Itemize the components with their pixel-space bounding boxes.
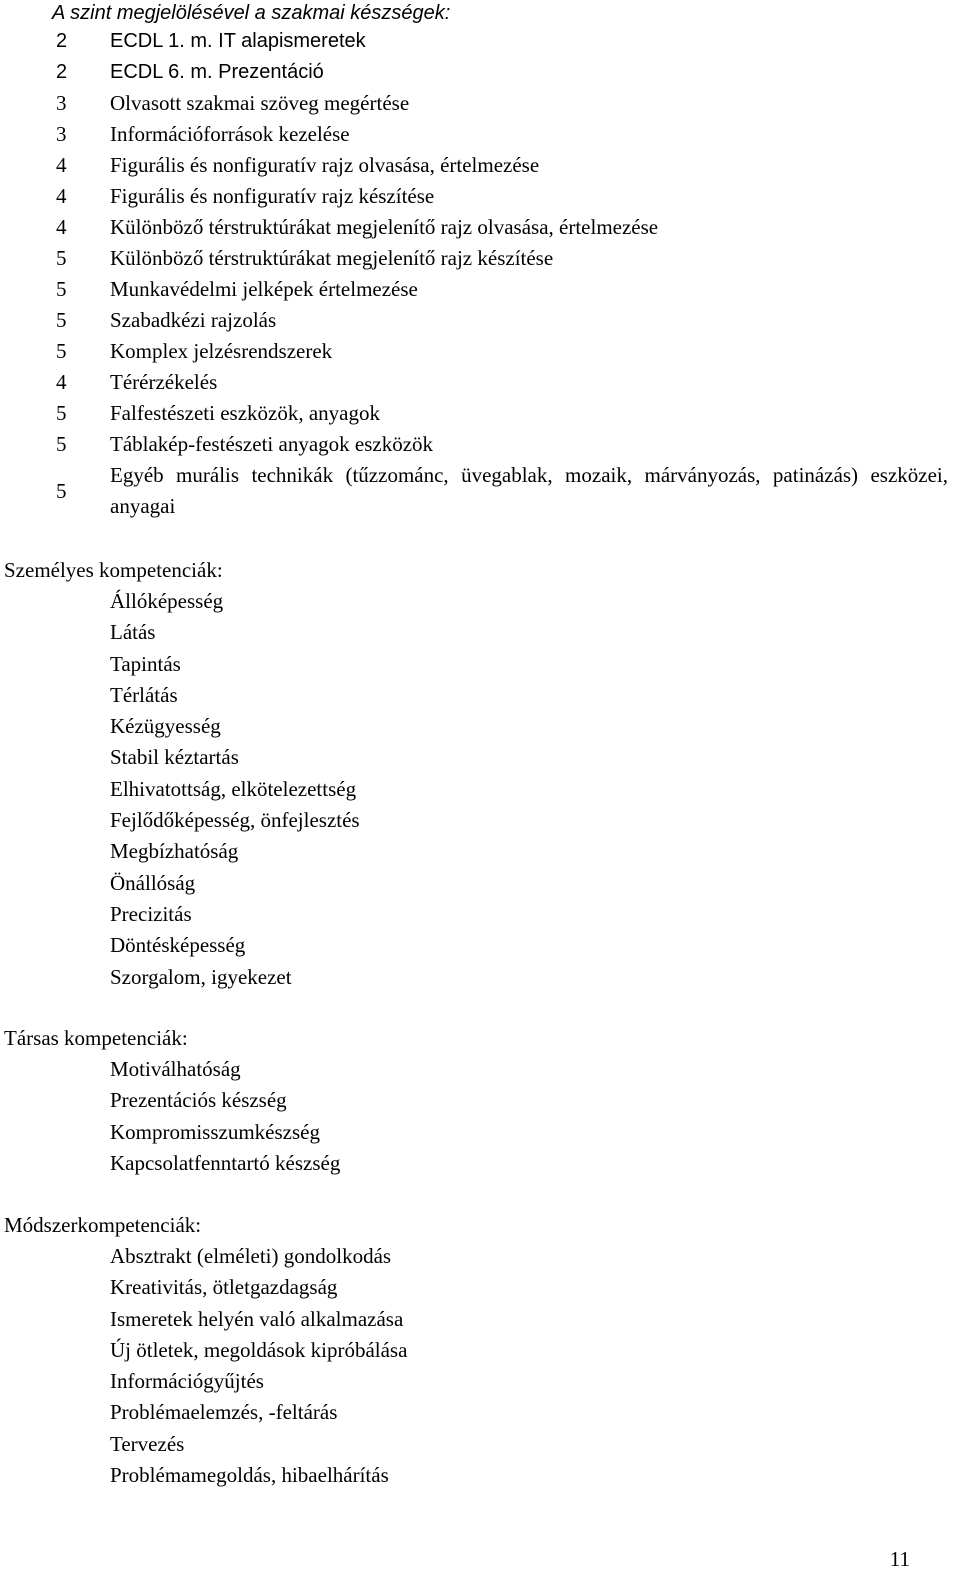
list-item: Motiválhatóság — [110, 1057, 241, 1081]
skill-row — [0, 274, 960, 305]
list-item: Prezentációs készség — [110, 1088, 287, 1113]
skill-text: Figurális és nonfiguratív rajz olvasása, értelmezése — [110, 153, 540, 177]
skill-text: Különböző térstruktúrákat megjelenítő rajz készítése — [110, 246, 554, 270]
list-item: Kézügyesség — [110, 714, 221, 739]
skill-text: Falfestészeti eszközök, anyagok — [110, 401, 380, 425]
list-item: Problémamegoldás, hibaelhárítás — [110, 1463, 389, 1488]
skill-text: Különböző térstruktúrákat megjelenítő rajz olvasása, értelmezése — [110, 215, 659, 239]
section-title: Társas kompetenciák: — [4, 1026, 188, 1050]
skill-text: Munkavédelmi jelképek értelmezése — [110, 277, 418, 301]
skill-level: 3 — [56, 122, 67, 146]
skill-row — [0, 243, 960, 274]
skill-row — [0, 460, 960, 524]
skill-row — [0, 88, 960, 119]
skill-text: Térérzékelés — [110, 370, 218, 394]
list-item: Fejlődőképesség, önfejlesztés — [110, 808, 360, 833]
skill-level: 3 — [56, 91, 67, 115]
skills-list — [0, 26, 960, 524]
skill-text: Olvasott szakmai szöveg megértése — [110, 91, 410, 115]
skill-level: 5 — [56, 277, 67, 301]
list-item: Kreativitás, ötletgazdagság — [110, 1275, 338, 1300]
list-item: Precizitás — [110, 901, 192, 926]
list-item: Térlátás — [110, 682, 178, 707]
list-item: Kapcsolatfenntartó készség — [110, 1150, 341, 1175]
list-item: Kompromisszumkészség — [110, 1119, 320, 1144]
skill-row — [0, 212, 960, 243]
list-item: Elhivatottság, elkötelezettség — [110, 776, 357, 801]
competency-list — [110, 1241, 407, 1491]
skill-level: 2 — [56, 61, 68, 83]
skill-level: 2 — [56, 30, 68, 52]
skill-row — [0, 26, 960, 57]
page-number: 11 — [889, 1547, 910, 1571]
list-item: Állóképesség — [110, 589, 224, 613]
skill-text: Komplex jelzésrendszerek — [110, 339, 333, 363]
competency-list — [110, 1054, 340, 1179]
skill-row — [0, 119, 960, 150]
skill-level: 5 — [56, 246, 67, 270]
skill-row — [0, 305, 960, 336]
skill-row — [0, 367, 960, 398]
skill-row — [0, 150, 960, 181]
skill-row — [0, 57, 960, 88]
skill-level: 4 — [56, 153, 67, 177]
skill-text: Egyéb murális technikák (tűzzománc, üvegablak, mozaik, márványozás, patinázás) eszközei, anyagai — [110, 463, 948, 518]
list-item: Információgyűjtés — [110, 1369, 264, 1394]
list-item: Stabil kéztartás — [110, 745, 239, 770]
list-item: Szorgalom, igyekezet — [110, 964, 292, 989]
list-item: Tapintás — [110, 651, 181, 676]
list-item: Látás — [110, 620, 156, 645]
competency-list — [110, 586, 360, 993]
list-item: Új ötletek, megoldások kipróbálása — [110, 1337, 408, 1362]
skill-text: ECDL 1. m. IT alapismeretek — [110, 30, 366, 52]
skill-row — [0, 336, 960, 367]
skill-level: 4 — [56, 215, 67, 239]
section-title: Személyes kompetenciák: — [4, 558, 223, 582]
skill-level: 4 — [56, 184, 67, 208]
skill-level: 4 — [56, 370, 67, 394]
list-item: Ismeretek helyén való alkalmazása — [110, 1306, 404, 1331]
skill-text: Szabadkézi rajzolás — [110, 308, 277, 332]
list-item: Önállóság — [110, 870, 196, 895]
list-item: Megbízhatóság — [110, 839, 239, 864]
skills-heading: A szint megjelölésével a szakmai készségek: — [52, 2, 451, 24]
skill-level: 5 — [56, 401, 67, 425]
skill-row — [0, 398, 960, 429]
list-item: Döntésképesség — [110, 933, 246, 958]
skill-level: 5 — [56, 339, 67, 363]
skill-row — [0, 429, 960, 460]
skill-level: 5 — [56, 432, 67, 456]
skill-level: 5 — [56, 479, 67, 503]
skill-text: Táblakép-festészeti anyagok eszközök — [110, 432, 434, 456]
skill-row — [0, 181, 960, 212]
skill-text: Figurális és nonfiguratív rajz készítése — [110, 184, 435, 208]
skill-text: Információforrások kezelése — [110, 122, 350, 146]
list-item: Tervezés — [110, 1431, 185, 1456]
list-item: Absztrakt (elméleti) gondolkodás — [110, 1244, 392, 1268]
skill-level: 5 — [56, 308, 67, 332]
skill-text: ECDL 6. m. Prezentáció — [110, 61, 324, 83]
list-item: Problémaelemzés, -feltárás — [110, 1400, 338, 1425]
section-title: Módszerkompetenciák: — [4, 1213, 202, 1237]
